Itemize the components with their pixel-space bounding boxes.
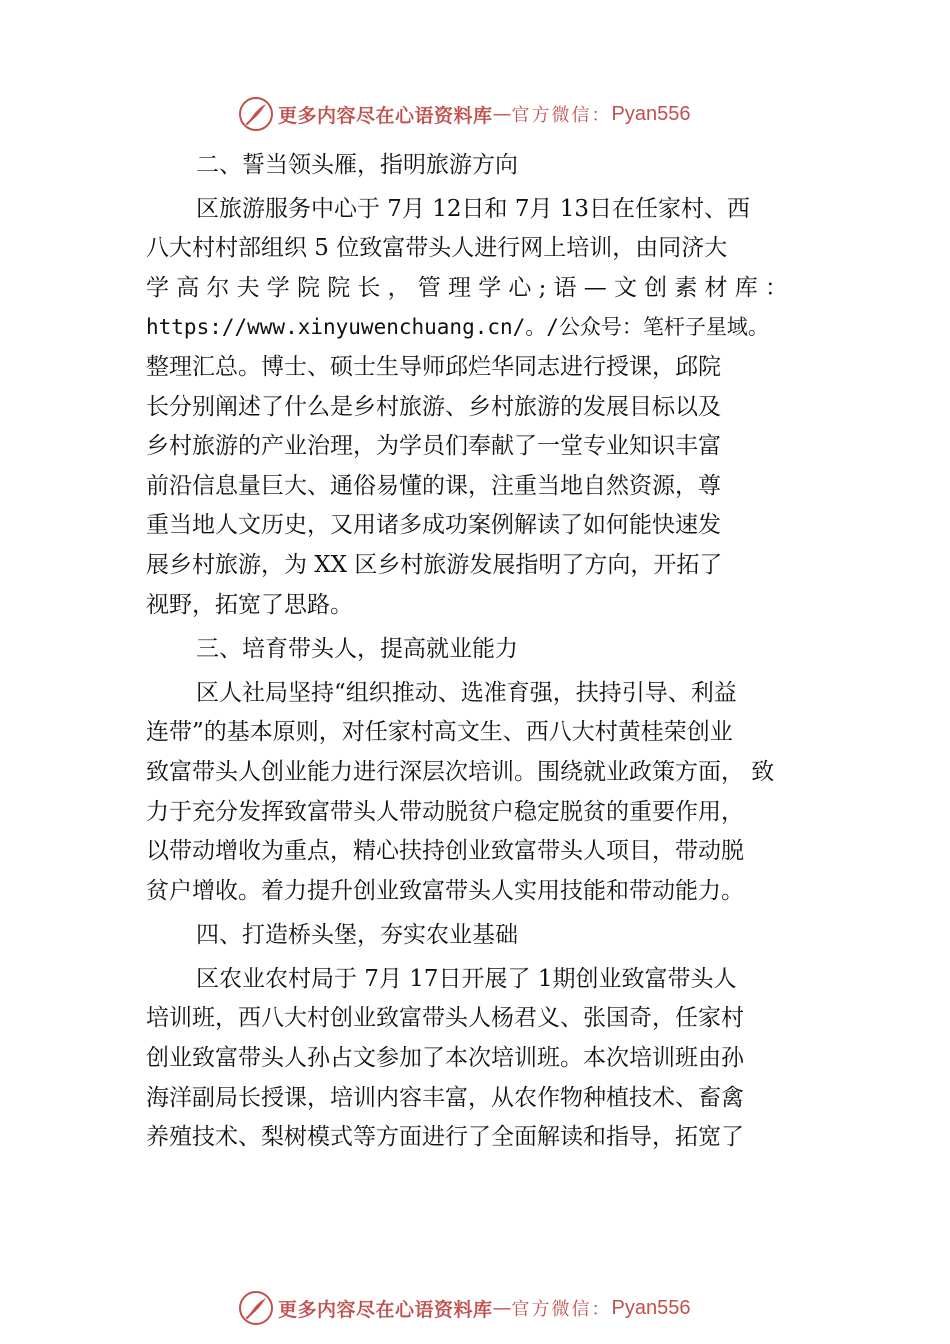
- quill-logo-icon: [238, 1290, 274, 1326]
- banner-wechat-id: Pyan556: [611, 1296, 691, 1319]
- banner-separator: —: [492, 1297, 512, 1319]
- paragraph-line: 培训班，西八大村创业致富带头人杨君义、张国奇，任家村: [146, 1005, 744, 1032]
- banner-wechat-label: 官方微信：: [511, 105, 612, 126]
- paragraph-line: https://www.xinyuwenchuang.cn/。/公众号：笔杆子星域。: [146, 315, 769, 340]
- banner-main-text: 更多内容尽在心语资料库: [278, 1298, 493, 1321]
- paragraph-line: 前沿信息量巨大、通俗易懂的课，注重当地自然资源，尊: [146, 472, 721, 499]
- paragraph-line: 区人社局坚持“组织推动、选准育强，扶持引导、利益: [196, 679, 737, 706]
- paragraph-line: 致富带头人创业能力进行深层次培训。围绕就业政策方面， 致: [146, 758, 775, 785]
- section-heading-2: 二、誓当领头雁，指明旅游方向: [196, 152, 518, 178]
- paragraph-line: 视野，拓宽了思路。: [146, 591, 353, 618]
- paragraph-line: 力于充分发挥致富带头人带动脱贫户稳定脱贫的重要作用，: [146, 798, 744, 825]
- paragraph-line: 乡村旅游的产业治理，为学员们奉献了一堂专业知识丰富: [146, 433, 721, 460]
- paragraph-line: 长分别阐述了什么是乡村旅游、乡村旅游的发展目标以及: [146, 393, 721, 420]
- document-body: [146, 146, 836, 1158]
- paragraph-line: 连带”的基本原则，对任家村高文生、西八大村黄桂荣创业: [146, 719, 733, 746]
- paragraph-line: 学高尔夫学院院长，管理学心;语—文创素材库：: [146, 274, 796, 301]
- paragraph-line: 重当地人文历史，又用诸多成功案例解读了如何能快速发: [146, 512, 721, 539]
- paragraph-line: 养殖技术、梨树模式等方面进行了全面解读和指导，拓宽了: [146, 1124, 744, 1151]
- banner-separator: —: [492, 103, 512, 125]
- paragraph-line: 八大村村部组织 5 位致富带头人进行网上培训，由同济大: [146, 235, 728, 262]
- banner-wechat-id: Pyan556: [611, 102, 691, 125]
- paragraph-line: 区农业农村局于 7月 17日开展了 1期创业致富带头人: [196, 965, 737, 992]
- paragraph-line: 展乡村旅游，为 XX 区乡村旅游发展指明了方向，开拓了: [146, 551, 723, 578]
- footer-banner: [238, 1288, 690, 1328]
- paragraph-line: 区旅游服务中心于 7月 12日和 7月 13日在任家村、西: [196, 195, 751, 222]
- header-banner: [238, 94, 690, 134]
- quill-logo-icon: [238, 96, 274, 132]
- section-heading-4: 四、打造桥头堡，夯实农业基础: [196, 922, 518, 949]
- banner-wechat-label: 官方微信：: [511, 1299, 612, 1320]
- banner-main-text: 更多内容尽在心语资料库: [278, 104, 493, 127]
- paragraph-line: 海洋副局长授课，培训内容丰富，从农作物种植技术、畜禽: [146, 1084, 744, 1111]
- paragraph-line: 创业致富带头人孙占文参加了本次培训班。本次培训班由孙: [146, 1045, 744, 1072]
- paragraph-line: 以带动增收为重点，精心扶持创业致富带头人项目，带动脱: [146, 838, 744, 865]
- paragraph-line: 贫户增收。着力提升创业致富带头人实用技能和带动能力。: [146, 877, 744, 904]
- section-heading-3: 三、培育带头人，提高就业能力: [196, 636, 518, 663]
- paragraph-line: 整理汇总。博士、硕士生导师邱烂华同志进行授课，邱院: [146, 353, 721, 380]
